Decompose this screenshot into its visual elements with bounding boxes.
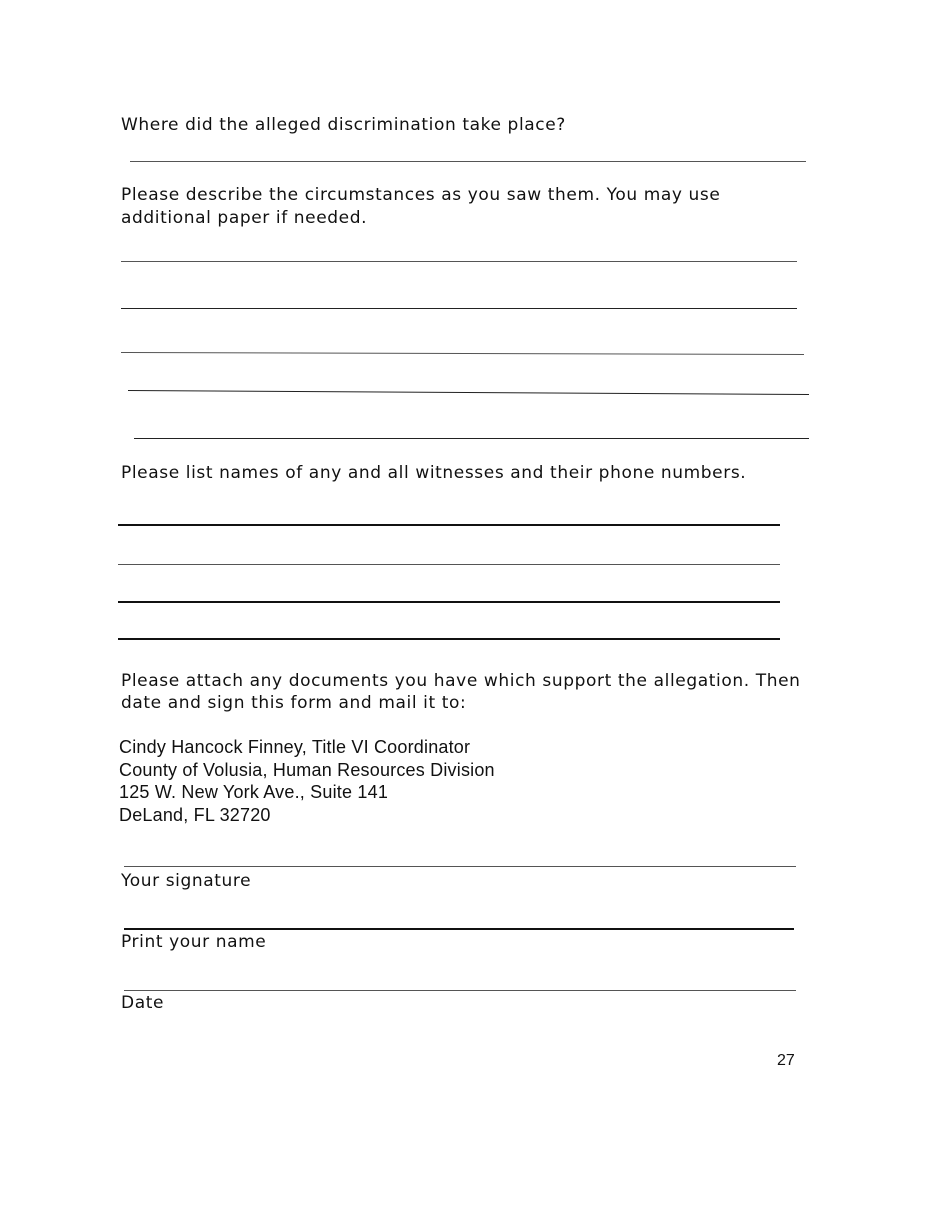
answer-line-witness-2[interactable]: [118, 564, 780, 565]
answer-line-witness-1[interactable]: [118, 524, 780, 526]
instructions-attach-line2: date and sign this form and mail it to:: [121, 693, 467, 713]
date-line[interactable]: [124, 990, 796, 991]
answer-line-witness-3[interactable]: [118, 601, 780, 603]
answer-line-witness-4[interactable]: [118, 638, 780, 640]
page-number: 27: [777, 1052, 795, 1069]
address-line-name: Cindy Hancock Finney, Title VI Coordinator: [119, 737, 471, 757]
answer-line-describe-2[interactable]: [121, 308, 797, 309]
print-name-line[interactable]: [124, 928, 794, 930]
question-describe-line2: additional paper if needed.: [121, 208, 368, 228]
address-line-department: County of Volusia, Human Resources Division: [119, 759, 495, 780]
print-name-label: Print your name: [121, 932, 267, 952]
signature-line[interactable]: [124, 866, 796, 867]
answer-line-describe-1[interactable]: [121, 261, 797, 262]
address-line-city: DeLand, FL 32720: [119, 804, 271, 825]
answer-line-describe-5[interactable]: [134, 438, 809, 439]
question-location: Where did the alleged discrimination take place?: [121, 115, 566, 135]
address-line-street: 125 W. New York Ave., Suite 141: [119, 782, 389, 802]
question-describe-line1: Please describe the circumstances as you saw them. You may use: [121, 185, 721, 205]
date-label: Date: [121, 993, 165, 1013]
instructions-attach-line1: Please attach any documents you have which support the allegation. Then: [121, 671, 801, 691]
answer-line-describe-3[interactable]: [121, 352, 804, 355]
signature-label: Your signature: [121, 871, 252, 891]
mailing-address: [119, 736, 495, 826]
answer-line-describe-4[interactable]: [128, 390, 809, 395]
question-witnesses: Please list names of any and all witnesses and their phone numbers.: [121, 463, 747, 483]
answer-line-location[interactable]: [130, 161, 806, 162]
